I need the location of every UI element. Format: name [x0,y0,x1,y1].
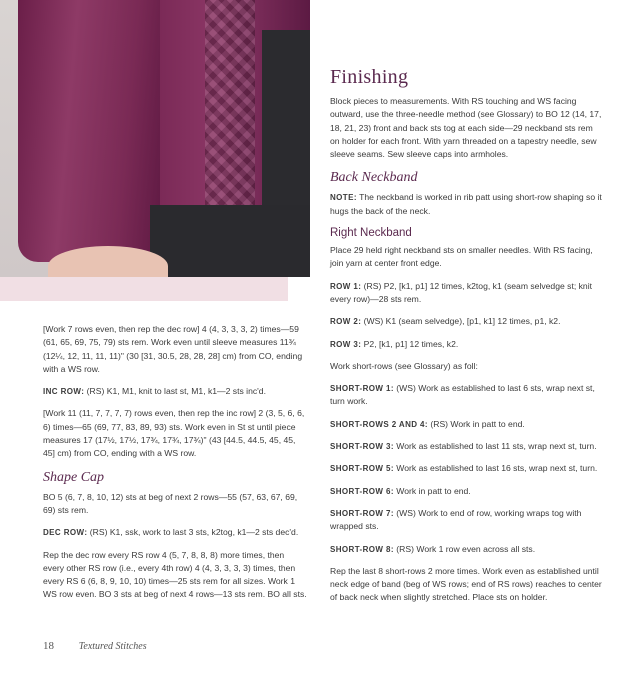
row-text: (RS) K1, M1, knit to last st, M1, k1—2 sts inc'd. [84,386,266,397]
short-row-instruction [330,440,602,453]
inc-row-instruction [43,385,307,398]
row-label: SHORT-ROW 6: [330,486,394,496]
row-text: Work as established to last 11 sts, wrap next st, turn. [393,441,597,452]
note-text: The neckband is worked in rib patt using short-row shaping so it hugs the back of the neck. [330,192,602,216]
row-text: (RS) K1, ssk, work to last 3 sts, k2tog, k1—2 sts dec'd. [87,527,299,538]
row-label: INC ROW: [43,387,85,397]
short-row-instruction [330,507,602,534]
row-text: (WS) Work as established to last 6 sts, wrap next st, turn work. [330,383,595,407]
sleeve-image [18,0,168,262]
short-row-instruction [330,418,602,431]
row-text: (RS) Work in patt to end. [427,418,525,429]
row-text: (RS) P2, [k1, p1] 12 times, k2tog, k1 (seam selvedge st; knit every row)—28 sts rem. [330,280,592,304]
page-number: 18 [43,640,54,652]
skirt-image [150,205,310,277]
short-row-instruction [330,382,602,409]
paragraph: Rep the last 8 short-rows 2 more times. Work even as established until neck edge of band (beg of WS rows; end of RS rows) reaches to center of back neck when slightly stretched. Place sts on holder. [330,565,602,603]
paragraph: Work short-rows (see Glossary) as foll: [330,360,478,371]
row-label: ROW 3: [330,339,362,349]
row-label: SHORT-ROW 5: [330,464,394,474]
decorative-band [0,277,288,301]
short-row-instruction [330,485,602,498]
paragraph: BO 5 (6, 7, 8, 10, 12) sts at beg of next 2 rows—55 (57, 63, 67, 69, 69) sts rem. [43,491,298,515]
paragraph: Place 29 held right neckband sts on smaller needles. With RS facing, join yarn at center front edge. [330,245,593,269]
row-label: DEC ROW: [43,528,88,538]
left-column [43,323,307,611]
page-footer [43,640,147,652]
row-text: (WS) Work to end of row, working wraps tog with wrapped sts. [330,507,582,532]
finishing-heading: Finishing [330,66,409,88]
row-instruction [330,280,602,307]
paragraph: [Work 11 (11, 7, 7, 7, 7) rows even, then rep the inc row] 2 (3, 5, 6, 6, 6) times—65 (69, 77, 83, 89, 93) sts. Work even in St st until piece measures 17 (17½, 17½, 17¾, 17¾, 17¾)" (43 [44.5, 44.5, 45, 45, 45] cm) from CO, ending with a WS row. [43,408,305,459]
row-text: Work as established to last 16 sts, wrap next st, turn. [393,463,598,474]
back-neckband-heading: Back Neckband [330,170,418,186]
row-label: SHORT-ROW 3: [330,442,394,452]
row-text: P2, [k1, p1] 12 times, k2. [361,338,459,349]
dec-row-instruction [43,526,307,539]
paragraph: Rep the dec row every RS row 4 (5, 7, 8, 8, 8) more times, then every other RS row (i.e., every 4th row) 4 (4, 3, 3, 3, 3) times, then every RS 6 (6, 8, 9, 10, 10) times—25 sts rem for all sizes. Work 1 WS row even. BO 3 sts at beg of next 4 rows—13 sts rem. BO all sts. [43,549,307,600]
row-label: SHORT-ROWS 2 AND 4: [330,419,428,429]
shape-cap-heading: Shape Cap [43,469,105,485]
short-row-instruction [330,543,602,556]
sweater-photo [0,0,310,277]
row-text: (RS) Work 1 row even across all sts. [393,543,536,554]
right-column [330,66,602,614]
row-instruction [330,315,602,328]
book-title: Textured Stitches [78,641,147,652]
paragraph: Block pieces to measurements. With RS touching and WS facing outward, use the three-needle method (see Glossary) to BO 12 (14, 17, 18, 21, 23) front and back sts tog at each side—29 neckband sts rem on holder for each front. With yarn threaded on a tapestry needle, sew sleeve seams. Sew sleeve caps into armholes. [330,96,602,160]
short-row-instruction [330,462,602,475]
row-label: SHORT-ROW 7: [330,508,394,518]
row-label: ROW 1: [330,281,362,291]
note [330,191,602,218]
row-label: SHORT-ROW 1: [330,384,394,394]
row-text: (WS) K1 (seam selvedge), [p1, k1] 12 times, p1, k2. [361,316,561,327]
row-label: SHORT-ROW 8: [330,544,394,554]
right-neckband-heading: Right Neckband [330,227,412,240]
note-label: NOTE: [330,193,357,203]
row-instruction [330,338,602,351]
row-label: ROW 2: [330,317,362,327]
row-text: Work in patt to end. [393,485,471,496]
paragraph: [Work 7 rows even, then rep the dec row] 4 (4, 3, 3, 3, 2) times—59 (61, 65, 69, 75, 79) sts rem. Work even until sleeve measures 11¾ (12¼, 12, 11, 11, 11)" (30 [31, 30.5, 28, 28, 28] cm) from CO, ending with a WS row. [43,324,303,374]
